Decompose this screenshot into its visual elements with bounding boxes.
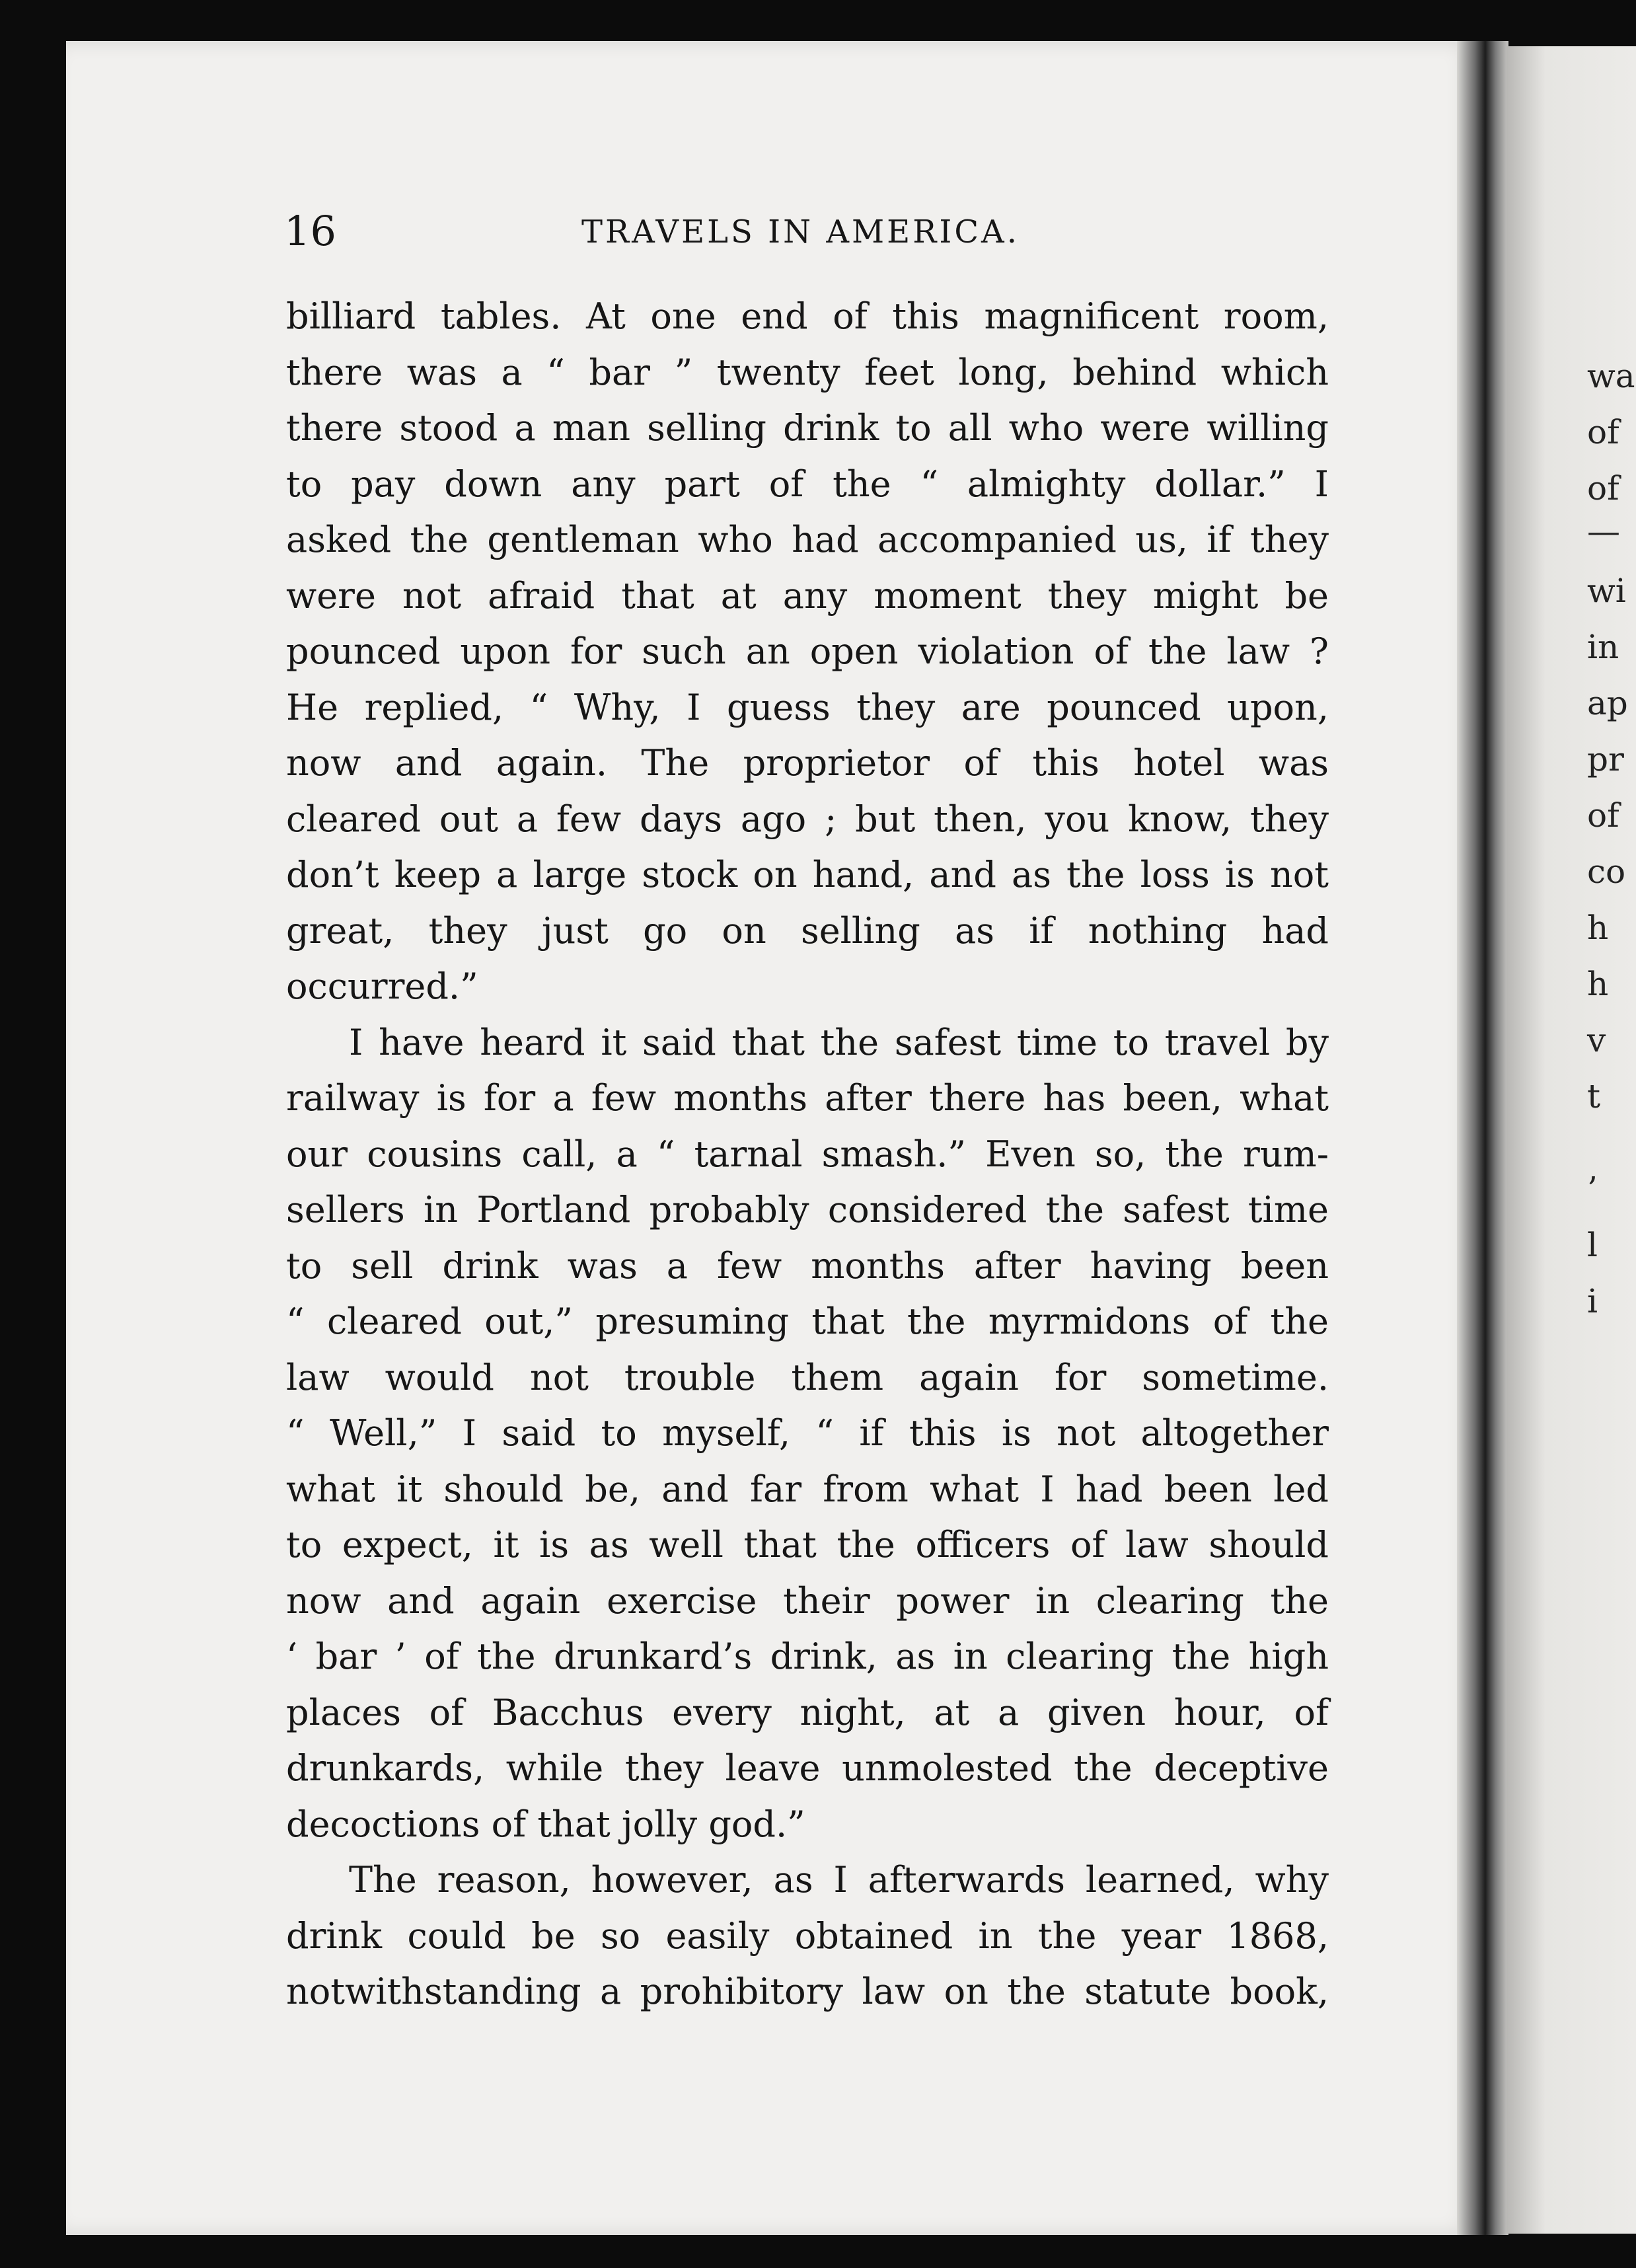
running-title: TRAVELS IN AMERICA.: [581, 213, 1020, 250]
running-head: [284, 205, 1341, 258]
facing-fragment: h: [1587, 965, 1609, 1003]
text-line: great, they just go on selling as if nothing had: [286, 909, 1329, 952]
text-line: drunkards, while they leave unmolested the deceptive: [286, 1747, 1329, 1789]
text-line: now and again exercise their power in clearing the: [286, 1579, 1329, 1622]
facing-fragment: l: [1587, 1226, 1598, 1264]
text-line: to sell drink was a few months after having been: [286, 1244, 1329, 1287]
book-gutter: [1457, 41, 1508, 2235]
text-line: “ cleared out,” presuming that the myrmidons of the: [286, 1301, 1329, 1342]
text-line: drink could be so easily obtained in the year 1868,: [286, 1914, 1329, 1957]
facing-fragment: ap: [1587, 684, 1628, 722]
facing-fragment: wi: [1587, 572, 1626, 610]
text-line: cleared out a few days ago ; but then, you know, they: [286, 798, 1329, 840]
body-text: [286, 289, 1329, 2020]
facing-fragment: t: [1587, 1077, 1601, 1115]
facing-fragment: in: [1587, 628, 1619, 666]
text-line: were not afraid that at any moment they might be: [286, 574, 1329, 617]
text-line: our cousins call, a “ tarnal smash.” Even so, the rum-: [286, 1133, 1329, 1175]
text-line: decoctions of that jolly god.”: [286, 1803, 805, 1845]
text-line: to expect, it is as well that the officers of law should: [286, 1524, 1329, 1566]
text-line: notwithstanding a prohibitory law on the statute book,: [286, 1971, 1329, 2012]
text-line: now and again. The proprietor of this hotel was: [286, 742, 1329, 784]
text-line: there stood a man selling drink to all who were willing: [286, 407, 1329, 449]
paragraph-start-line: I have heard it said that the safest time to travel by: [349, 1021, 1329, 1063]
facing-fragment: ’: [1587, 1170, 1598, 1208]
text-line: asked the gentleman who had accompanied us, if they: [286, 519, 1329, 560]
text-line: “ Well,” I said to myself, “ if this is not altogether: [286, 1412, 1329, 1454]
facing-fragment: i: [1587, 1282, 1598, 1320]
text-line: billiard tables. At one end of this magnificent room,: [286, 295, 1329, 337]
text-line: pounced upon for such an open violation of the law ?: [286, 630, 1329, 672]
text-line: sellers in Portland probably considered the safest time: [286, 1189, 1329, 1230]
text-line: don’t keep a large stock on hand, and as the loss is not: [286, 854, 1329, 895]
text-line: there was a “ bar ” twenty feet long, behind which: [286, 351, 1329, 393]
facing-fragment: of: [1587, 469, 1619, 508]
facing-fragment: pr: [1587, 740, 1624, 778]
facing-fragment: of: [1587, 413, 1619, 451]
text-line: railway is for a few months after there has been, what: [286, 1077, 1329, 1119]
facing-fragment: h: [1587, 909, 1609, 947]
page-number: 16: [284, 207, 336, 255]
text-line: law would not trouble them again for sometime.: [286, 1356, 1329, 1398]
facing-fragment: co: [1587, 852, 1626, 891]
facing-fragment: —: [1587, 512, 1620, 550]
text-line: ‘ bar ’ of the drunkard’s drink, as in clearing the high: [286, 1636, 1329, 1677]
paragraph-start-line: The reason, however, as I afterwards learned, why: [349, 1859, 1329, 1901]
text-line: occurred.”: [286, 965, 478, 1007]
text-line: to pay down any part of the “ almighty dollar.” I: [286, 463, 1329, 505]
text-line: places of Bacchus every night, at a given hour, of: [286, 1691, 1329, 1733]
facing-fragment: v: [1587, 1021, 1606, 1059]
text-line: He replied, “ Why, I guess they are pounced upon,: [286, 686, 1329, 728]
text-line: what it should be, and far from what I had been led: [286, 1468, 1329, 1510]
facing-fragment: wa: [1587, 357, 1635, 395]
facing-fragment: of: [1587, 796, 1619, 835]
